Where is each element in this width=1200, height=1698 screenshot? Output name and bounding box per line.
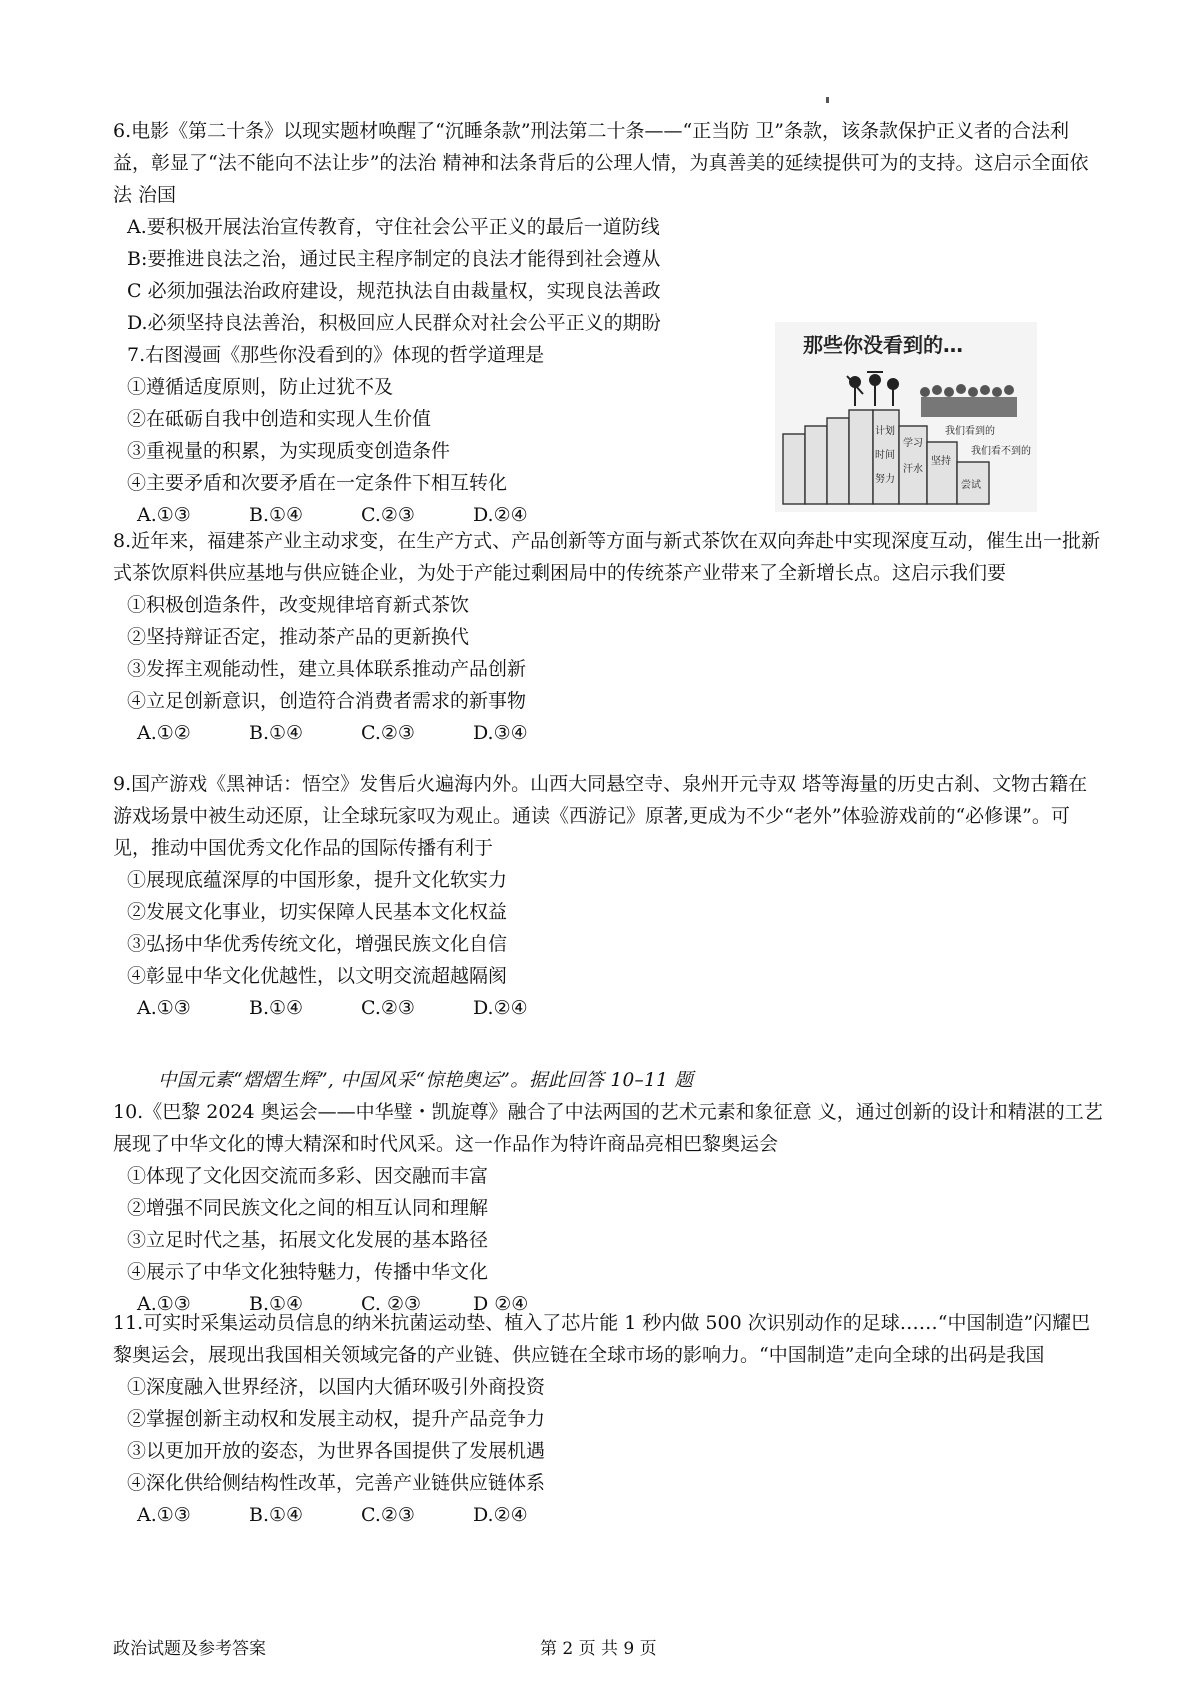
step-label-6: 坚持 xyxy=(931,456,951,467)
question-7-stem: 7.右图漫画《那些你没看到的》体现的哲学道理是 xyxy=(127,344,545,366)
comic-label-unseen: 我们看不到的 xyxy=(971,446,1031,457)
question-7-item-4: ④主要矛盾和次要矛盾在一定条件下相互转化 xyxy=(127,472,508,494)
question-8-choices xyxy=(113,717,1103,749)
question-10-item-3: ③立足时代之基，拓展文化发展的基本路径 xyxy=(127,1229,489,1251)
page-number: 第 2 页 共 9 页 xyxy=(540,1639,657,1659)
question-9-item-2: ②发展文化事业，切实保障人民基本文化权益 xyxy=(127,901,508,923)
question-7-item-3: ③重视量的积累，为实现质变创造条件 xyxy=(127,440,451,462)
question-8-item-4: ④立足创新意识，创造符合消费者需求的新事物 xyxy=(127,690,527,712)
choice-a: A.①② xyxy=(137,722,191,744)
question-11 xyxy=(113,1307,1103,1531)
question-6-option-b: B:要推进良法之治，通过民主程序制定的良法才能得到社会遵从 xyxy=(127,248,661,270)
question-7-item-1: ①遵循适度原则，防止过犹不及 xyxy=(127,376,394,398)
choice-b: B.①④ xyxy=(249,1504,304,1526)
choice-a: A.①③ xyxy=(137,997,191,1019)
choice-a: A.①③ xyxy=(137,504,191,526)
question-11-item-1: ①深度融入世界经济，以国内大循环吸引外商投资 xyxy=(127,1376,546,1398)
question-11-item-3: ③以更加开放的姿态，为世界各国提供了发展机遇 xyxy=(127,1440,546,1462)
question-6-option-d: D.必须坚持良法善治，积极回应人民群众对社会公平正义的期盼 xyxy=(127,312,661,334)
choice-d: D ②④ xyxy=(473,1293,529,1315)
question-9-item-4: ④彰显中华文化优越性，以文明交流超越隔阂 xyxy=(127,965,508,987)
step-label-7: 尝试 xyxy=(961,480,981,491)
choice-a: A.①③ xyxy=(137,1293,191,1315)
comic-title: 那些你没看到的… xyxy=(803,333,963,357)
choice-c: C.②③ xyxy=(361,504,415,526)
choice-b: B.①④ xyxy=(249,1293,304,1315)
choice-b: B.①④ xyxy=(249,504,304,526)
footer-title: 政治试题及参考答案 xyxy=(113,1639,266,1659)
choice-c: C.②③ xyxy=(361,722,415,744)
choice-c: C.②③ xyxy=(361,1504,415,1526)
step-label-1: 计划 xyxy=(875,426,895,437)
comic-label-seen: 我们看到的 xyxy=(945,426,995,437)
choice-d: D.②④ xyxy=(473,504,528,526)
comic-drawing xyxy=(775,322,1037,512)
question-11-item-2: ②掌握创新主动权和发展主动权，提升产品竞争力 xyxy=(127,1408,546,1430)
question-11-stem: 11.可实时采集运动员信息的纳米抗菌运动垫、植入了芯片能 1 秒内做 500 次识别动作的足球……“中国制造”闪耀巴黎奥运会，展现出我国相关领域完备的产业链、供应链在全球市场的影响力。“中国制造”走向全球的出码是我国 xyxy=(113,1312,1091,1366)
scan-mark xyxy=(826,97,829,103)
choice-d: D.②④ xyxy=(473,997,528,1019)
step-label-5: 汗水 xyxy=(903,464,923,475)
question-7-item-2: ②在砥砺自我中创造和实现人生价值 xyxy=(127,408,432,430)
question-10-stem: 10.《巴黎 2024 奥运会——中华璧・凯旋尊》融合了中法两国的艺术元素和象征意 义，通过创新的设计和精湛的工艺展现了中华文化的博大精深和时代风采。这一作品作为特许商品亮相巴黎奥运会 xyxy=(113,1101,1103,1155)
question-8-stem: 8.近年来，福建茶产业主动求变，在生产方式、产品创新等方面与新式茶饮在双向奔赴中实现深度互动，催生出一批新式茶饮原料供应基地与供应链企业，为处于产能过剩困局中的传统茶产业带来了全新增长点。这启示我们要 xyxy=(113,530,1101,584)
question-8-item-1: ①积极创造条件，改变规律培育新式茶饮 xyxy=(127,594,470,616)
question-9-item-3: ③弘扬中华优秀传统文化，增强民族文化自信 xyxy=(127,933,508,955)
question-6-option-a: A.要积极开展法治宣传教育，守住社会公平正义的最后一道防线 xyxy=(127,216,660,238)
question-6 xyxy=(113,115,1103,339)
choice-d: D.③④ xyxy=(473,722,528,744)
question-10-item-2: ②增强不同民族文化之间的相互认同和理解 xyxy=(127,1197,489,1219)
question-11-item-4: ④深化供给侧结构性改革，完善产业链供应链体系 xyxy=(127,1472,546,1494)
choice-b: B.①④ xyxy=(249,722,304,744)
question-9-item-1: ①展现底蕴深厚的中国形象，提升文化软实力 xyxy=(127,869,508,891)
question-10-item-4: ④展示了中华文化独特魅力，传播中华文化 xyxy=(127,1261,489,1283)
step-label-2: 时间 xyxy=(875,450,895,461)
question-8 xyxy=(113,525,1103,749)
question-9-choices xyxy=(113,992,1103,1024)
question-8-item-2: ②坚持辩证否定，推动茶产品的更新换代 xyxy=(127,626,470,648)
question-6-stem: 6.电影《第二十条》以现实题材唤醒了“沉睡条款”刑法第二十条——“正当防 卫”条款，该条款保护正义者的合法利益，彰显了“法不能向不法让步”的法治 精神和法条背后的公理人情，为真善美的延续提供可为的支持。这启示全面依法 治国 xyxy=(113,120,1089,206)
choice-a: A.①③ xyxy=(137,1504,191,1526)
question-9-stem: 9.国产游戏《黑神话：悟空》发售后火遍海内外。山西大同悬空寺、泉州开元寺双 塔等海量的历史古刹、文物古籍在游戏场景中被生动还原，让全球玩家叹为观止。通读《西游记》原著,更成为不少“老外”体验游戏前的“必修课”。可见，推动中国优秀文化作品的国际传播有利于 xyxy=(113,773,1088,859)
choice-d: D.②④ xyxy=(473,1504,528,1526)
comic-illustration xyxy=(775,322,1037,512)
question-10-item-1: ①体现了文化因交流而多彩、因交融而丰富 xyxy=(127,1165,489,1187)
section-intro: 中国元素“熠熠生辉”, 中国风采“惊艳奥运”。据此回答 10–11 题 xyxy=(158,1070,694,1091)
question-6-option-c: C 必须加强法治政府建设，规范执法自由裁量权，实现良法善政 xyxy=(127,280,661,302)
choice-b: B.①④ xyxy=(249,997,304,1019)
choice-c: C. ②③ xyxy=(361,1293,422,1315)
question-7 xyxy=(113,339,753,531)
question-11-choices xyxy=(113,1499,1103,1531)
step-label-4: 学习 xyxy=(903,438,923,449)
question-8-item-3: ③发挥主观能动性，建立具体联系推动产品创新 xyxy=(127,658,527,680)
question-9 xyxy=(113,768,1103,1024)
choice-c: C.②③ xyxy=(361,997,415,1019)
question-10 xyxy=(113,1096,1103,1320)
step-label-3: 努力 xyxy=(875,474,895,485)
